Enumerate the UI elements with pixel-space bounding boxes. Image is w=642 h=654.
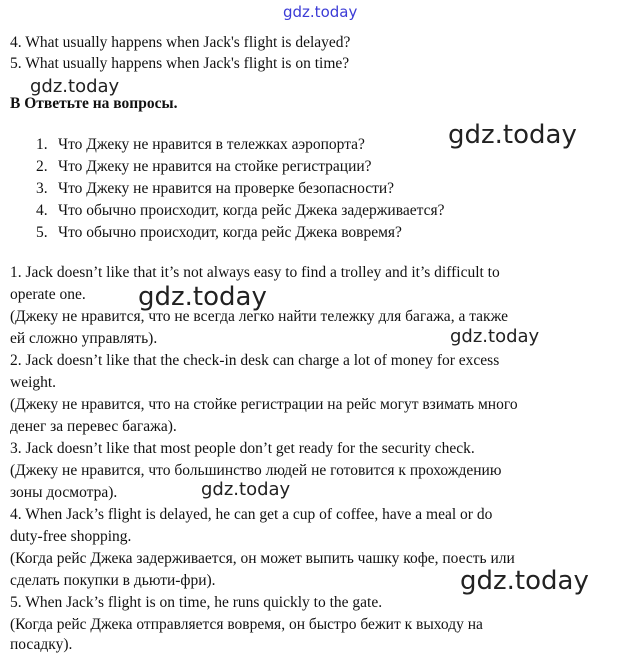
- question-en-5: 5. What usually happens when Jack's flight is on time?: [10, 55, 350, 72]
- answer-line: сделать покупки в дьюти-фри).: [10, 572, 216, 589]
- answer-line: 5. When Jack’s flight is on time, he runs quickly to the gate.: [10, 594, 383, 611]
- watermark: gdz.today: [30, 76, 120, 97]
- question-en-4: 4. What usually happens when Jack's flight is delayed?: [10, 34, 351, 51]
- item-number: 1.: [36, 136, 48, 153]
- question-ru-item: [36, 224, 402, 242]
- question-ru-item: [36, 136, 365, 154]
- answer-line: 3. Jack doesn’t like that most people don’t get ready for the security check.: [10, 440, 475, 457]
- item-number: 2.: [36, 158, 48, 175]
- answer-line: weight.: [10, 374, 57, 391]
- item-text: Что Джеку не нравится на проверке безопасности?: [58, 180, 395, 197]
- question-ru-item: [36, 158, 372, 176]
- item-number: 4.: [36, 202, 48, 219]
- answer-line: 1. Jack doesn’t like that it’s not always easy to find a trolley and it’s difficult to: [10, 264, 500, 281]
- section-title: В Ответьте на вопросы.: [10, 95, 178, 112]
- watermark: gdz.today: [450, 326, 540, 347]
- item-text: Что Джеку не нравится на стойке регистрации?: [58, 158, 372, 175]
- answer-line: (Джеку не нравится, что не всегда легко найти тележку для багажа, а также: [10, 308, 508, 325]
- watermark: gdz.today: [201, 479, 291, 500]
- answer-line: (Когда рейс Джека задерживается, он может выпить чашку кофе, поесть или: [10, 550, 515, 567]
- answer-line: (Джеку не нравится, что большинство людей не готовится к прохождению: [10, 462, 502, 479]
- answer-line: 4. When Jack’s flight is delayed, he can get a cup of coffee, have a meal or do: [10, 506, 493, 523]
- item-number: 5.: [36, 224, 48, 241]
- question-ru-item: [36, 202, 444, 220]
- answer-line: 2. Jack doesn’t like that the check-in desk can charge a lot of money for excess: [10, 352, 500, 369]
- answer-line: (Джеку не нравится, что на стойке регистрации на рейс могут взимать много: [10, 396, 518, 413]
- item-text: Что Джеку не нравится в тележках аэропорта?: [58, 136, 365, 153]
- watermark-top: gdz.today: [283, 3, 358, 21]
- answer-line: ей сложно управлять).: [10, 330, 158, 347]
- answer-line: duty-free shopping.: [10, 528, 132, 545]
- answer-line: (Когда рейс Джека отправляется вовремя, он быстро бежит к выходу на: [10, 616, 483, 633]
- question-ru-item: [36, 180, 394, 198]
- item-text: Что обычно происходит, когда рейс Джека задерживается?: [58, 202, 445, 219]
- watermark: gdz.today: [448, 120, 577, 150]
- watermark: gdz.today: [138, 282, 267, 312]
- answer-line: денег за перевес багажа).: [10, 418, 177, 435]
- answer-line: зоны досмотра).: [10, 484, 118, 501]
- answer-line: operate one.: [10, 286, 86, 303]
- watermark: gdz.today: [460, 566, 589, 596]
- item-number: 3.: [36, 180, 48, 197]
- answer-line: посадку).: [10, 636, 73, 653]
- item-text: Что обычно происходит, когда рейс Джека вовремя?: [58, 224, 402, 241]
